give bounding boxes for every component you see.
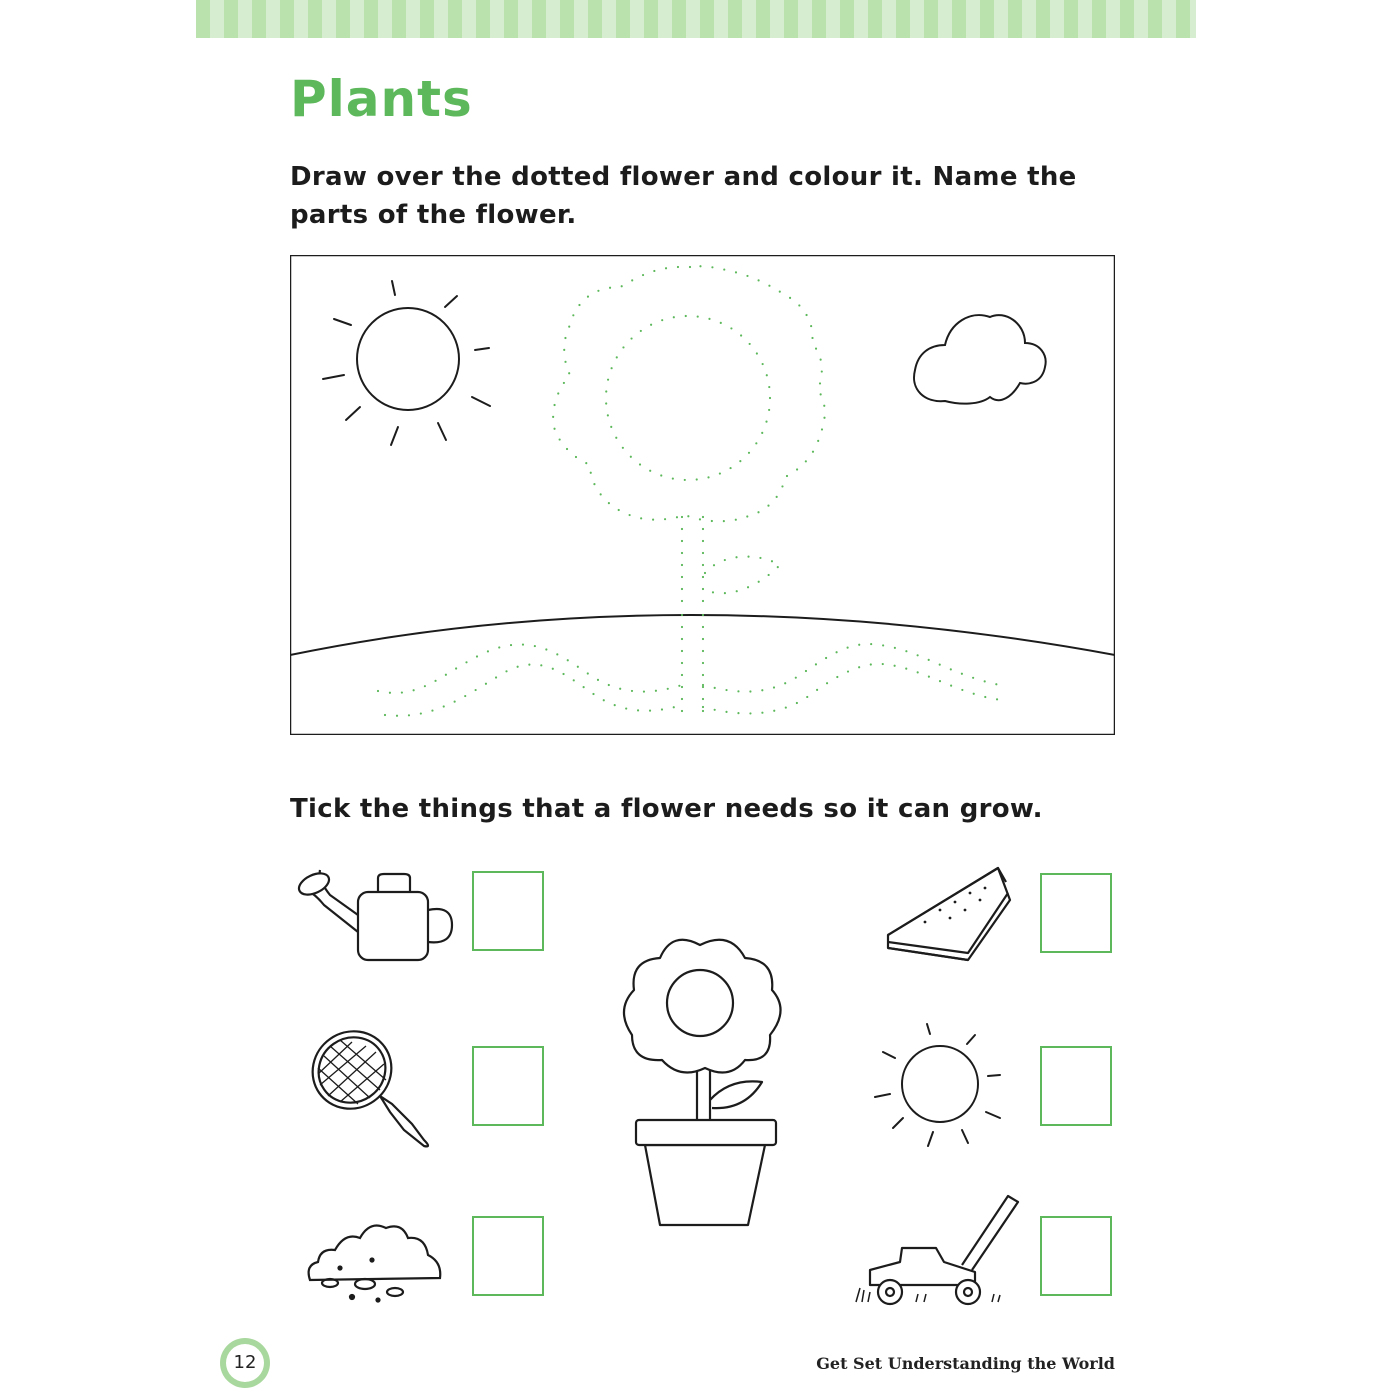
lawnmower-icon [856,1196,1018,1304]
tracing-scene[interactable] [290,255,1115,735]
instruction-trace-flower: Draw over the dotted flower and colour it. Name the parts of the flower. [290,162,1077,230]
sandwich-icon [888,868,1010,960]
tick-box-lawnmower[interactable] [1040,1216,1112,1296]
dotted-roots [378,644,1002,716]
page-title: Plants [290,70,473,128]
tick-box-watering-can[interactable] [472,871,544,951]
soil-icon [309,1226,441,1302]
sun-small-icon [875,1024,1000,1146]
dotted-flower [553,266,825,715]
tick-box-sun[interactable] [1040,1046,1112,1126]
instruction-tick-needs: Tick the things that a flower needs so it can grow. [290,794,1043,824]
top-stripe-band [196,0,1196,38]
tick-box-sandwich[interactable] [1040,873,1112,953]
footer-book-title: Get Set Understanding the World [816,1354,1115,1373]
cloud-icon [914,315,1046,404]
potted-flower-icon [624,940,781,1225]
sun-icon [323,281,490,445]
tick-box-tennis-racket[interactable] [472,1046,544,1126]
watering-can-icon [296,869,452,960]
tennis-racket-icon [297,1016,428,1146]
tick-box-soil[interactable] [472,1216,544,1296]
ground-line [290,615,1115,655]
page-number: 12 [233,1352,257,1373]
